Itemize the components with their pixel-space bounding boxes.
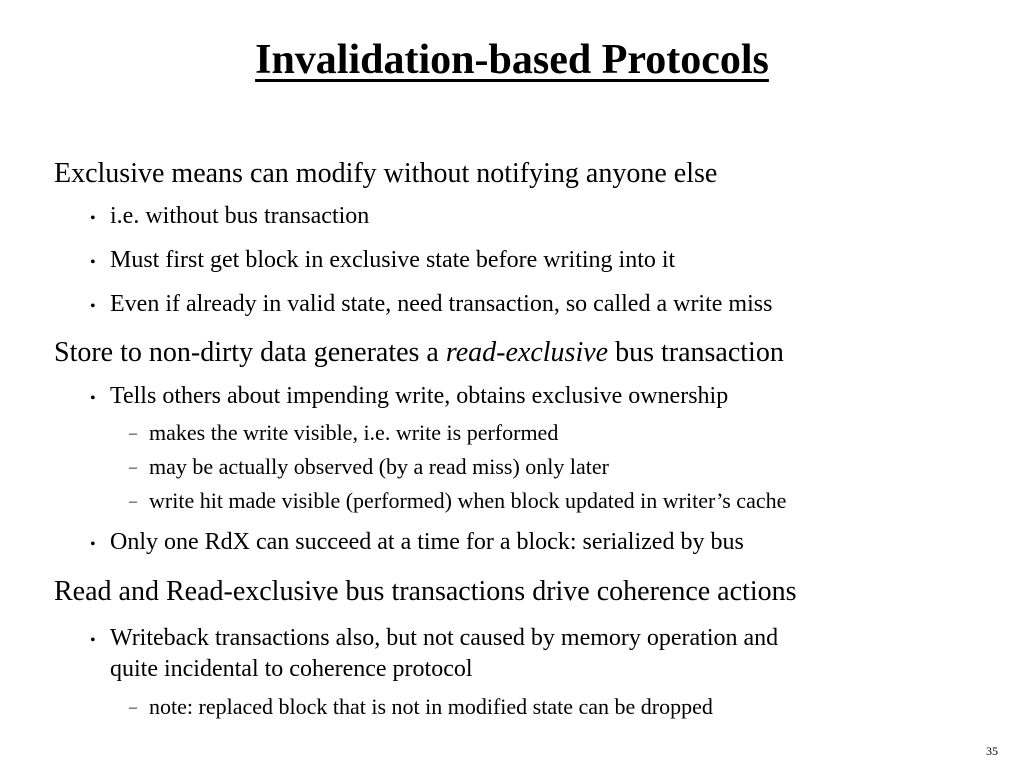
section-3-subitem-1: note: replaced block that is not in modified state can be dropped xyxy=(149,694,713,719)
section-3-item-1-line-1: Writeback transactions also, but not caused by memory operation and xyxy=(110,625,779,651)
bullet-marker: • xyxy=(90,632,96,649)
dash-marker: – xyxy=(129,459,137,476)
page-number: 35 xyxy=(986,744,998,758)
section-2-item-2: Only one RdX can succeed at a time for a block: serialized by bus xyxy=(110,529,744,555)
section-2-subitem-1: makes the write visible, i.e. write is performed xyxy=(149,420,559,445)
section-1-item-3: Even if already in valid state, need transaction, so called a write miss xyxy=(110,291,773,317)
bullet-marker: • xyxy=(90,298,96,315)
section-3-heading: Read and Read-exclusive bus transactions drive coherence actions xyxy=(54,576,797,607)
section-1-heading: Exclusive means can modify without notifying anyone else xyxy=(54,158,718,189)
section-2-subitem-3: write hit made visible (performed) when block updated in writer’s cache xyxy=(149,488,787,513)
dash-marker: – xyxy=(129,425,137,442)
section-2-subitem-2: may be actually observed (by a read miss) only later xyxy=(149,454,610,479)
section-2-heading-emphasis: read-exclusive xyxy=(445,337,609,368)
section-2-heading-after: bus transaction xyxy=(608,337,784,368)
section-3-item-1-line-2: quite incidental to coherence protocol xyxy=(110,656,473,682)
bullet-marker: • xyxy=(90,390,96,407)
dash-marker: – xyxy=(129,493,137,510)
section-2-heading-before: Store to non-dirty data generates a xyxy=(54,337,446,368)
section-1-item-1: i.e. without bus transaction xyxy=(110,203,370,229)
section-2-heading xyxy=(54,337,784,369)
slide-title: Invalidation-based Protocols xyxy=(255,37,769,83)
bullet-marker: • xyxy=(90,536,96,553)
section-1-item-2: Must first get block in exclusive state before writing into it xyxy=(110,247,676,273)
bullet-marker: • xyxy=(90,254,96,271)
section-2-item-1: Tells others about impending write, obtains exclusive ownership xyxy=(110,383,729,409)
bullet-marker: • xyxy=(90,210,96,227)
dash-marker: – xyxy=(129,699,137,716)
